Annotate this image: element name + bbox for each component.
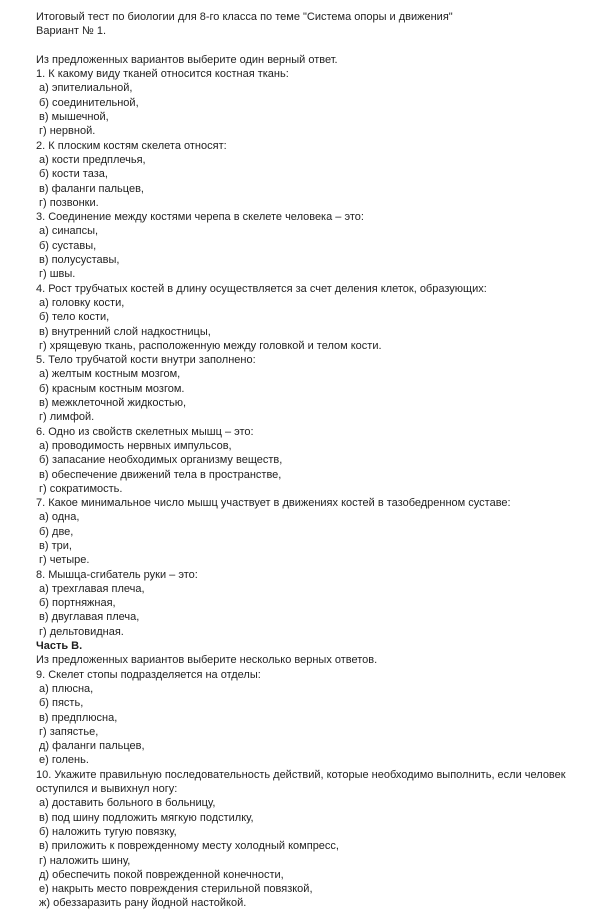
option-line: б) суставы, <box>39 239 97 252</box>
option-line: б) соединительной, <box>39 96 139 109</box>
option-line: а) проводимость нервных импульсов, <box>39 439 232 452</box>
option-line: б) наложить тугую повязку, <box>39 825 177 838</box>
option-line: б) кости таза, <box>39 168 108 181</box>
option-line: г) сократимость. <box>39 482 123 495</box>
option-line: г) позвонки. <box>39 196 99 209</box>
question-text: 8. Мышца-сгибатель руки – это: <box>36 568 198 581</box>
question-text: 9. Скелет стопы подразделяется на отделы: <box>36 668 261 681</box>
option-line: г) швы. <box>39 268 76 281</box>
question-text: 2. К плоским костям скелета относят: <box>36 139 227 152</box>
option-line: а) синапсы, <box>39 225 99 238</box>
option-line: в) под шину подложить мягкую подстилку, <box>39 811 254 824</box>
option-line: е) накрыть место повреждения стерильной повязкой, <box>39 883 313 896</box>
part-a-questions <box>36 67 572 639</box>
option-line: б) портняжная, <box>39 597 116 610</box>
option-line: в) приложить к поврежденному месту холодный компресс, <box>39 840 339 853</box>
option-line: а) головку кости, <box>39 296 125 309</box>
option-line: б) запасание необходимых организму веществ, <box>39 454 283 467</box>
option-line: д) фаланги пальцев, <box>39 740 145 753</box>
option-line: б) пясть, <box>39 697 84 710</box>
option-line: а) доставить больного в больницу, <box>39 797 216 810</box>
question-text: 7. Какое минимальное число мышц участвует в движениях костей в тазобедренном суставе: <box>36 497 511 510</box>
question-text: 4. Рост трубчатых костей в длину осуществляется за счет деления клеток, образующих: <box>36 282 487 295</box>
option-line: ж) обеззаразить рану йодной настойкой. <box>39 897 247 910</box>
part-b-instruction: Из предложенных вариантов выберите несколько верных ответов. <box>36 654 378 667</box>
option-line: г) хрящевую ткань, расположенную между головкой и телом кости. <box>39 339 382 352</box>
question-text: 1. К какому виду тканей относится костная ткань: <box>36 68 289 81</box>
option-line: а) желтым костным мозгом, <box>39 368 181 381</box>
option-line: в) двуглавая плеча, <box>39 611 140 624</box>
option-line: в) полусуставы, <box>39 254 120 267</box>
option-line: г) запястье, <box>39 725 99 738</box>
part-a-instruction: Из предложенных вариантов выберите один верный ответ. <box>36 53 338 66</box>
option-line: г) четыре. <box>39 554 90 567</box>
question-text: 3. Соединение между костями черепа в скелете человека – это: <box>36 211 364 224</box>
option-line: а) одна, <box>39 511 80 524</box>
option-line: в) внутренний слой надкостницы, <box>39 325 211 338</box>
option-line: в) обеспечение движений тела в пространстве, <box>39 468 282 481</box>
option-line: в) три, <box>39 539 72 552</box>
option-line: г) нервной. <box>39 125 96 138</box>
option-line: а) кости предплечья, <box>39 153 146 166</box>
question-text: 6. Одно из свойств скелетных мышц – это: <box>36 425 254 438</box>
option-line: д) обеспечить покой поврежденной конечности, <box>39 868 284 881</box>
doc-title: Итоговый тест по биологии для 8-го класса по теме "Система опоры и движения" <box>36 11 453 23</box>
question-text: 5. Тело трубчатой кости внутри заполнено: <box>36 354 256 367</box>
option-line: г) наложить шину, <box>39 854 131 867</box>
option-line: е) голень. <box>39 754 89 767</box>
option-line: б) красным костным мозгом. <box>39 382 185 395</box>
option-line: в) мышечной, <box>39 111 109 124</box>
variant-label: Вариант № 1. <box>36 25 107 38</box>
option-line: в) предплюсна, <box>39 711 118 724</box>
option-line: б) тело кости, <box>39 311 110 324</box>
option-line: в) фаланги пальцев, <box>39 182 144 195</box>
option-line: а) трехглавая плеча, <box>39 582 145 595</box>
option-line: в) межклеточной жидкостью, <box>39 397 187 410</box>
option-line: а) эпителиальной, <box>39 82 133 95</box>
option-line: г) лимфой. <box>39 411 95 424</box>
part-b-questions <box>36 668 572 911</box>
blank-line <box>36 39 572 53</box>
option-line: а) плюсна, <box>39 682 94 695</box>
part-b-heading: Часть В. <box>36 640 83 653</box>
option-line: г) дельтовидная. <box>39 625 124 638</box>
option-line: б) две, <box>39 525 74 538</box>
question-text: 10. Укажите правильную последовательность действий, которые необходимо выполнить, если человек оступился и вывихнул ногу: <box>36 768 566 796</box>
